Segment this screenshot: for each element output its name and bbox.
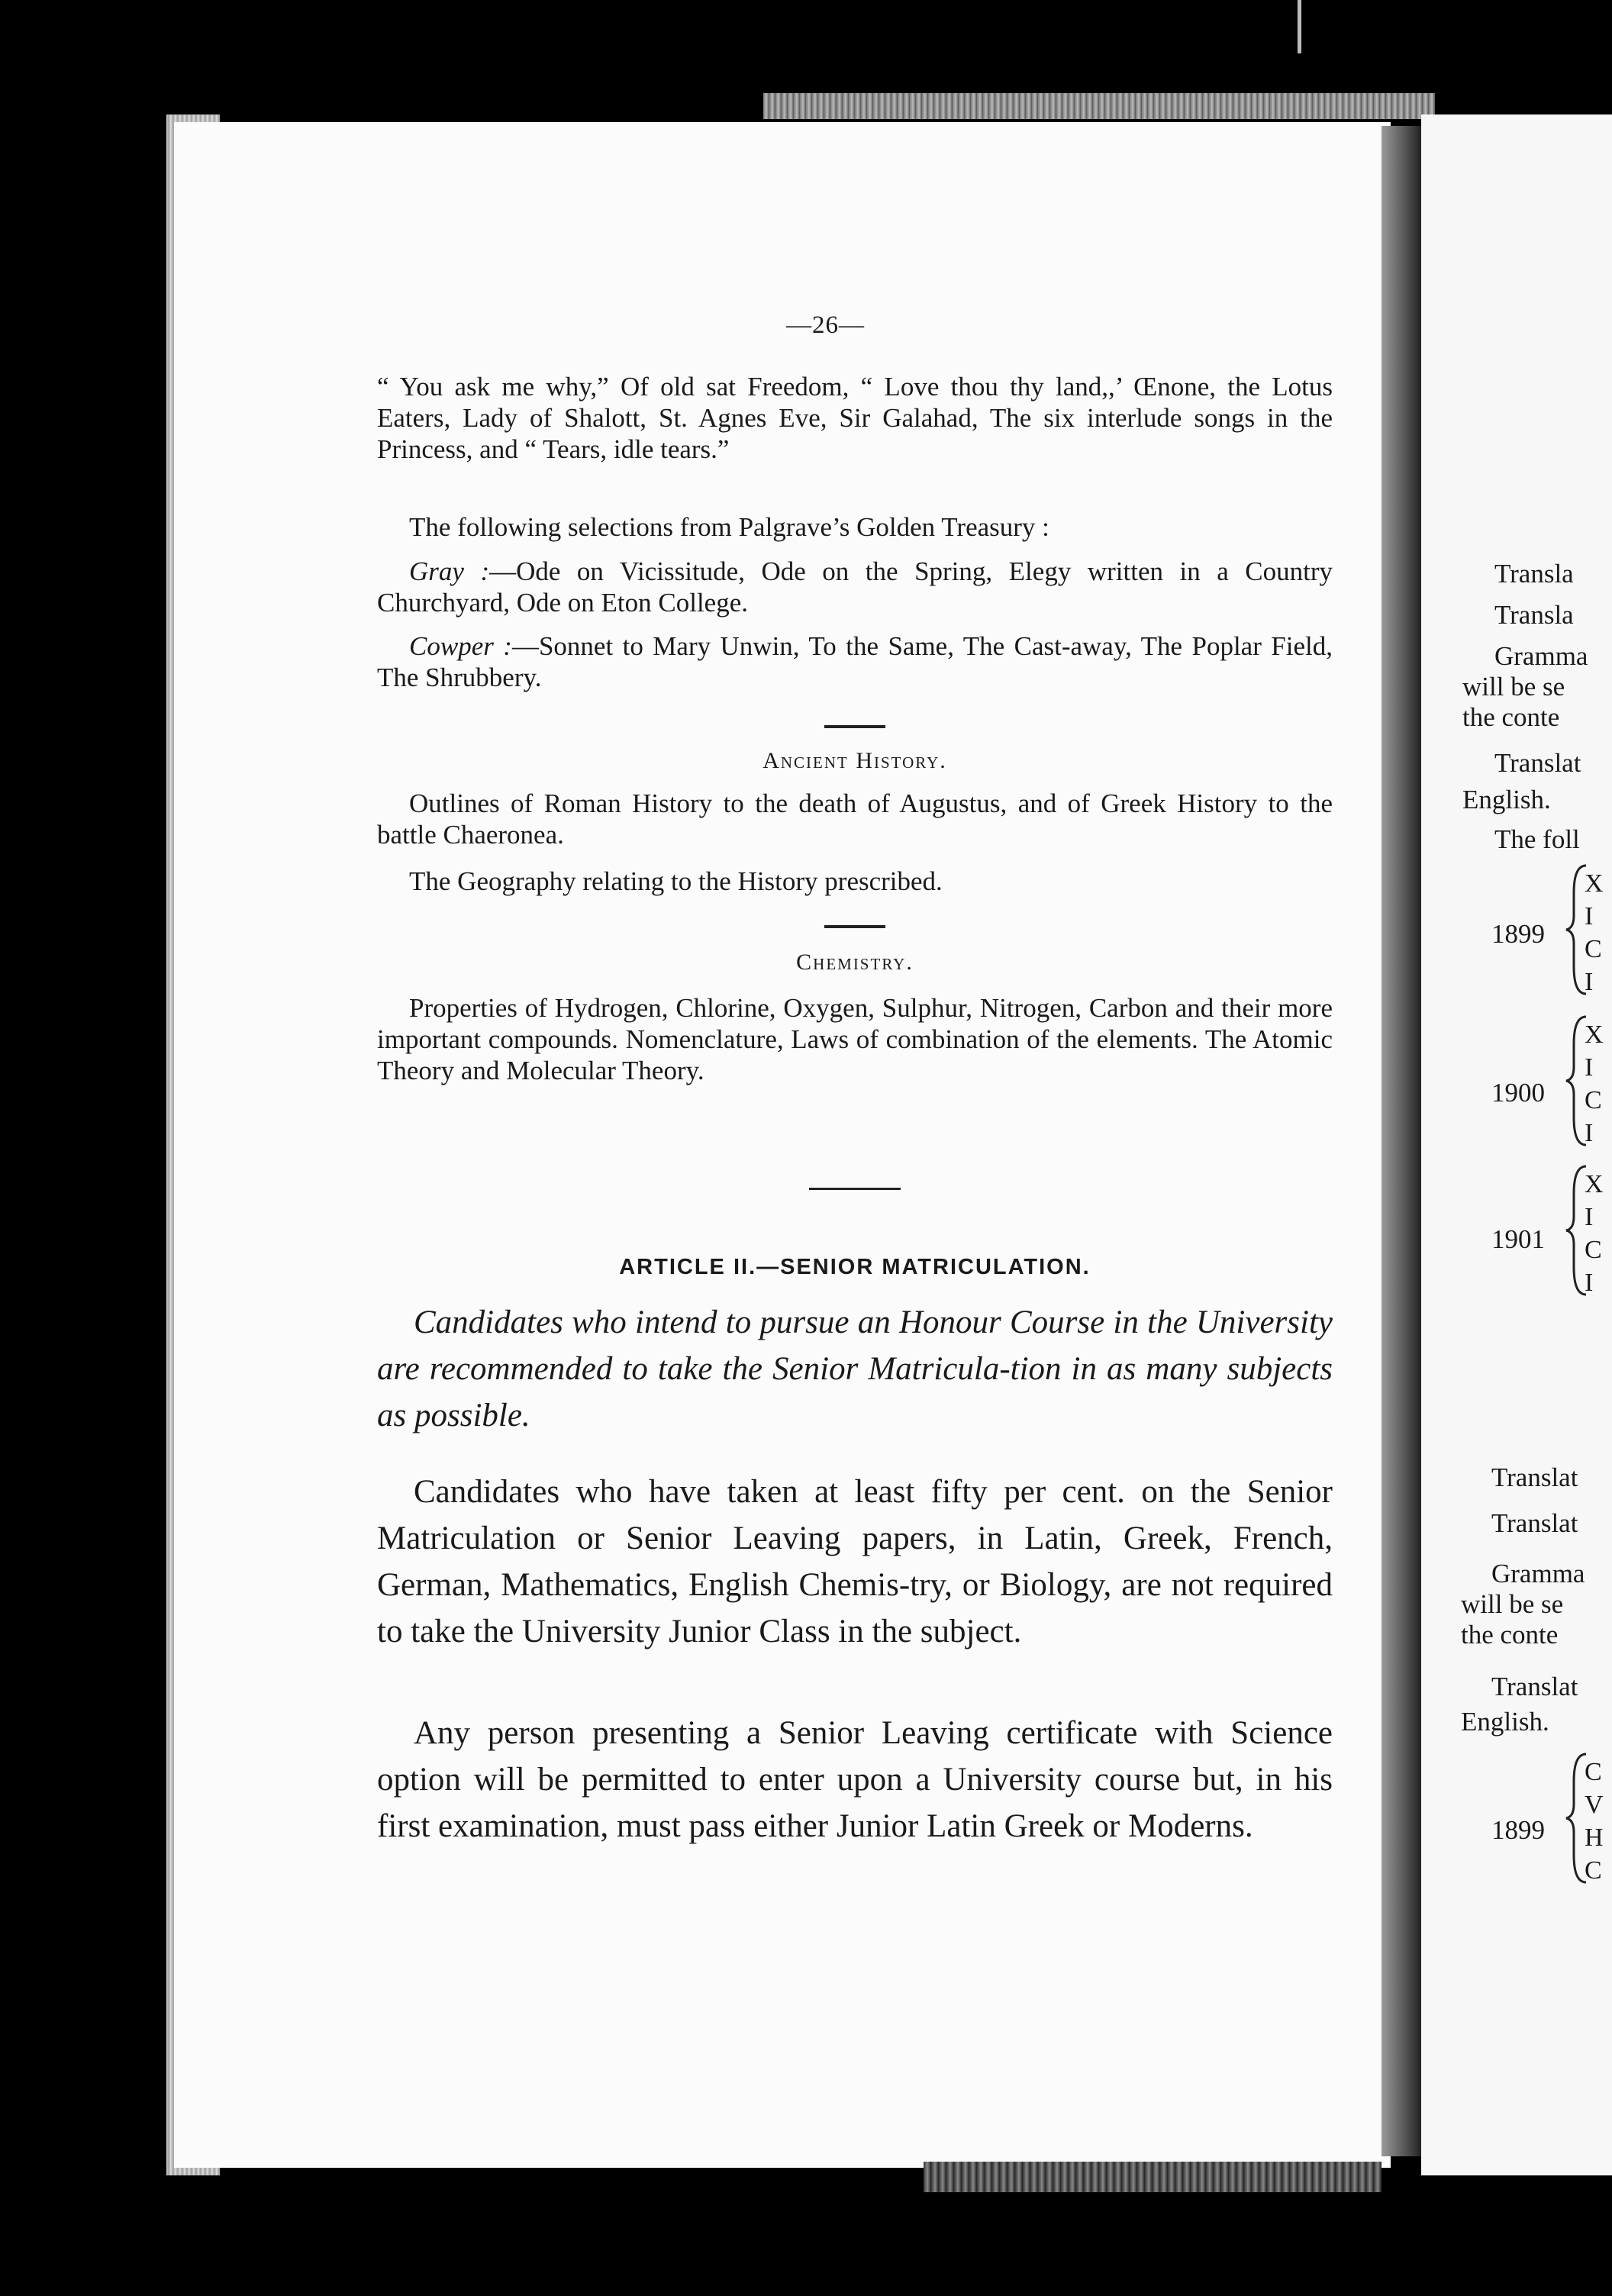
right-year: 1900 — [1491, 1078, 1545, 1108]
chemistry-text: Properties of Hydrogen, Chlorine, Oxygen, Sulphur, Nitrogen, Carbon and their more important compounds. Nomenclature, Laws of combination of the elements. The Atomic Theory and Molecular Theory. — [377, 993, 1333, 1085]
right-year: 1899 — [1491, 1815, 1545, 1845]
right-line: English. — [1462, 785, 1551, 814]
right-brace-list: X I C I — [1585, 869, 1604, 996]
binding-top-strip — [763, 93, 1435, 119]
ancient-history-text: Outlines of Roman History to the death of Augustus, and of Greek History to the battle Chaeronea. — [377, 788, 1333, 850]
article-heading: ARTICLE II.—SENIOR MATRICULATION. — [619, 1255, 1091, 1279]
chemistry-heading: Chemistry. — [796, 950, 914, 975]
right-brace-list: C V H C — [1585, 1758, 1604, 1885]
right-line: Translat — [1491, 1508, 1578, 1538]
cowper-label: Cowper : — [409, 631, 512, 661]
right-line: The foll — [1494, 824, 1580, 854]
right-brace-list: X I C I — [1585, 1170, 1604, 1297]
section-divider — [824, 925, 885, 928]
page-number: —26— — [786, 311, 865, 339]
poetry-continuation: “ You ask me why,” Of old sat Freedom, “ Love thou thy land,,’ Œnone, the Lotus Eaters, Lady of Shalott, St. Agnes Eve, Sir Galahad, The six interlude songs in the Princess, and “ Tears, idle tears.” — [377, 372, 1333, 464]
palgrave-intro: The following selections from Palgrave’s Golden Treasury : — [409, 512, 1049, 542]
scan-mark — [1298, 0, 1301, 53]
gray-entry — [377, 556, 1333, 618]
ancient-history-heading: Ancient History. — [762, 748, 947, 773]
binding-bottom-strip — [924, 2162, 1381, 2192]
right-line: will be se — [1462, 672, 1565, 701]
article-paragraph-1: Candidates who have taken at least fifty per cent. on the Senior Matriculation or Senior Leaving papers, in Latin, Greek, French, German, Mathematics, English Chemis-try, or Biology, are not required to take the University Junior Class in the subject. — [377, 1474, 1333, 1649]
book-gutter — [1381, 126, 1421, 2156]
gray-label: Gray : — [409, 556, 490, 586]
right-line: the conte — [1461, 1620, 1559, 1649]
cowper-text: —Sonnet to Mary Unwin, To the Same, The Cast-away, The Poplar Field, The Shrubbery. — [377, 631, 1333, 692]
brace-marks — [1563, 863, 1594, 1931]
right-line: will be se — [1461, 1589, 1564, 1619]
geography-text: The Geography relating to the History prescribed. — [409, 866, 943, 896]
cowper-entry — [377, 630, 1333, 693]
gray-text: —Ode on Vicissitude, Ode on the Spring, Elegy written in a Country Churchyard, Ode on Eton College. — [377, 556, 1333, 618]
right-line: Translat — [1491, 1462, 1578, 1492]
right-line: Gramma — [1494, 641, 1588, 671]
right-year: 1899 — [1491, 919, 1545, 949]
right-year: 1901 — [1491, 1224, 1545, 1254]
article-lead: Candidates who intend to pursue an Honour Course in the University are recommended to take the Senior Matricula-tion in as many subjects as possible. — [377, 1304, 1333, 1433]
right-line: English. — [1461, 1707, 1549, 1737]
right-brace-list: X I C I — [1585, 1021, 1604, 1147]
right-line: Transla — [1494, 600, 1574, 630]
right-line: Gramma — [1491, 1559, 1585, 1588]
section-divider — [809, 1188, 901, 1190]
article-paragraph-2: Any person presenting a Senior Leaving certificate with Science option will be permitted to enter upon a University course but, in his first examination, must pass either Junior Latin Greek or Moderns. — [377, 1715, 1333, 1844]
right-line: Translat — [1491, 1672, 1578, 1701]
section-divider — [824, 725, 885, 728]
right-line: Translat — [1494, 748, 1581, 778]
right-line: the conte — [1462, 702, 1560, 732]
right-line: Transla — [1494, 559, 1574, 589]
